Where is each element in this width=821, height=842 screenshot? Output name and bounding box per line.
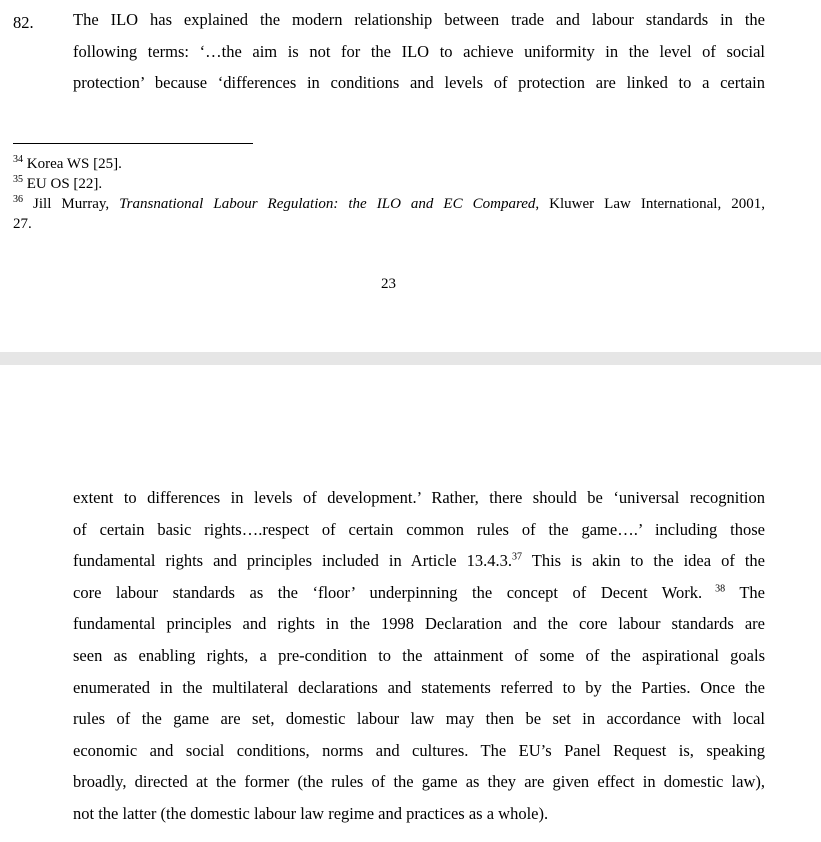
line-text: The <box>725 582 766 602</box>
line-text: This is akin to the idea of the <box>522 551 765 571</box>
footnote-36 <box>13 194 765 214</box>
footnote-marker: 36 <box>13 194 23 205</box>
footnote-text: Korea WS [25]. <box>26 156 122 172</box>
page-number: 23 <box>381 276 396 292</box>
paragraph-line: extent to differences in levels of development.’ Rather, there should be ‘universal recognition <box>73 488 765 507</box>
paragraph-line: enumerated in the multilateral declarations and statements referred to by the Parties. Once the <box>73 677 765 697</box>
line-text: core labour standards as the ‘floor’ underpinning the concept of Decent Work. <box>73 582 703 602</box>
paragraph-number: 82. <box>13 13 34 32</box>
paragraph-line: economic and social conditions, norms and cultures. The EU’s Panel Request is, speaking <box>73 740 765 760</box>
footnote-separator <box>13 143 253 144</box>
footnote-publisher: , Kluwer Law International, 2001, <box>535 196 765 212</box>
footnote-book-title: Transnational Labour Regulation: the ILO and EC Compared <box>119 196 536 212</box>
paragraph-82-text <box>73 4 765 99</box>
footnote-36-continued: 27. <box>13 216 32 232</box>
paragraph-line: not the latter (the domestic labour law regime and practices as a whole). <box>73 803 549 823</box>
footnote-marker: 34 <box>13 154 23 165</box>
paragraph-line: seen as enabling rights, a pre-condition to the attainment of some of the aspirational goals <box>73 645 765 665</box>
footnote-text: EU OS [22]. <box>26 176 103 192</box>
paragraph-line: broadly, directed at the former (the rules of the game as they are given effect in domestic law), <box>73 772 765 792</box>
footnote-ref-37[interactable]: 37 <box>512 551 523 563</box>
paragraph-line: The ILO has explained the modern relationship between trade and labour standards in the <box>73 10 765 29</box>
footnote-35 <box>13 174 765 194</box>
footnote-ref-38[interactable]: 38 <box>702 583 726 595</box>
line-text: fundamental rights and principles included in Article 13.4.3. <box>73 551 513 571</box>
footnotes <box>13 154 765 234</box>
paragraph-line: rules of the game are set, domestic labour law may then be set in accordance with local <box>73 709 765 729</box>
page-break-gap <box>0 352 821 365</box>
footnote-marker: 35 <box>13 174 23 185</box>
paragraph-line: fundamental principles and rights in the 1998 Declaration and the core labour standards are <box>73 614 765 634</box>
paragraph-82-continued <box>73 482 765 830</box>
footnote-34 <box>13 154 765 174</box>
paragraph-line <box>73 577 765 609</box>
footnote-author: Jill Murray, <box>33 196 120 212</box>
paragraph-line: protection’ because ‘differences in conditions and levels of protection are linked to a certain <box>73 73 765 93</box>
paragraph-line <box>73 545 765 577</box>
paragraph-line: following terms: ‘…the aim is not for the ILO to achieve uniformity in the level of social <box>73 41 765 61</box>
paragraph-line: of certain basic rights….respect of certain common rules of the game….’ including those <box>73 519 765 539</box>
page-23 <box>0 0 821 352</box>
